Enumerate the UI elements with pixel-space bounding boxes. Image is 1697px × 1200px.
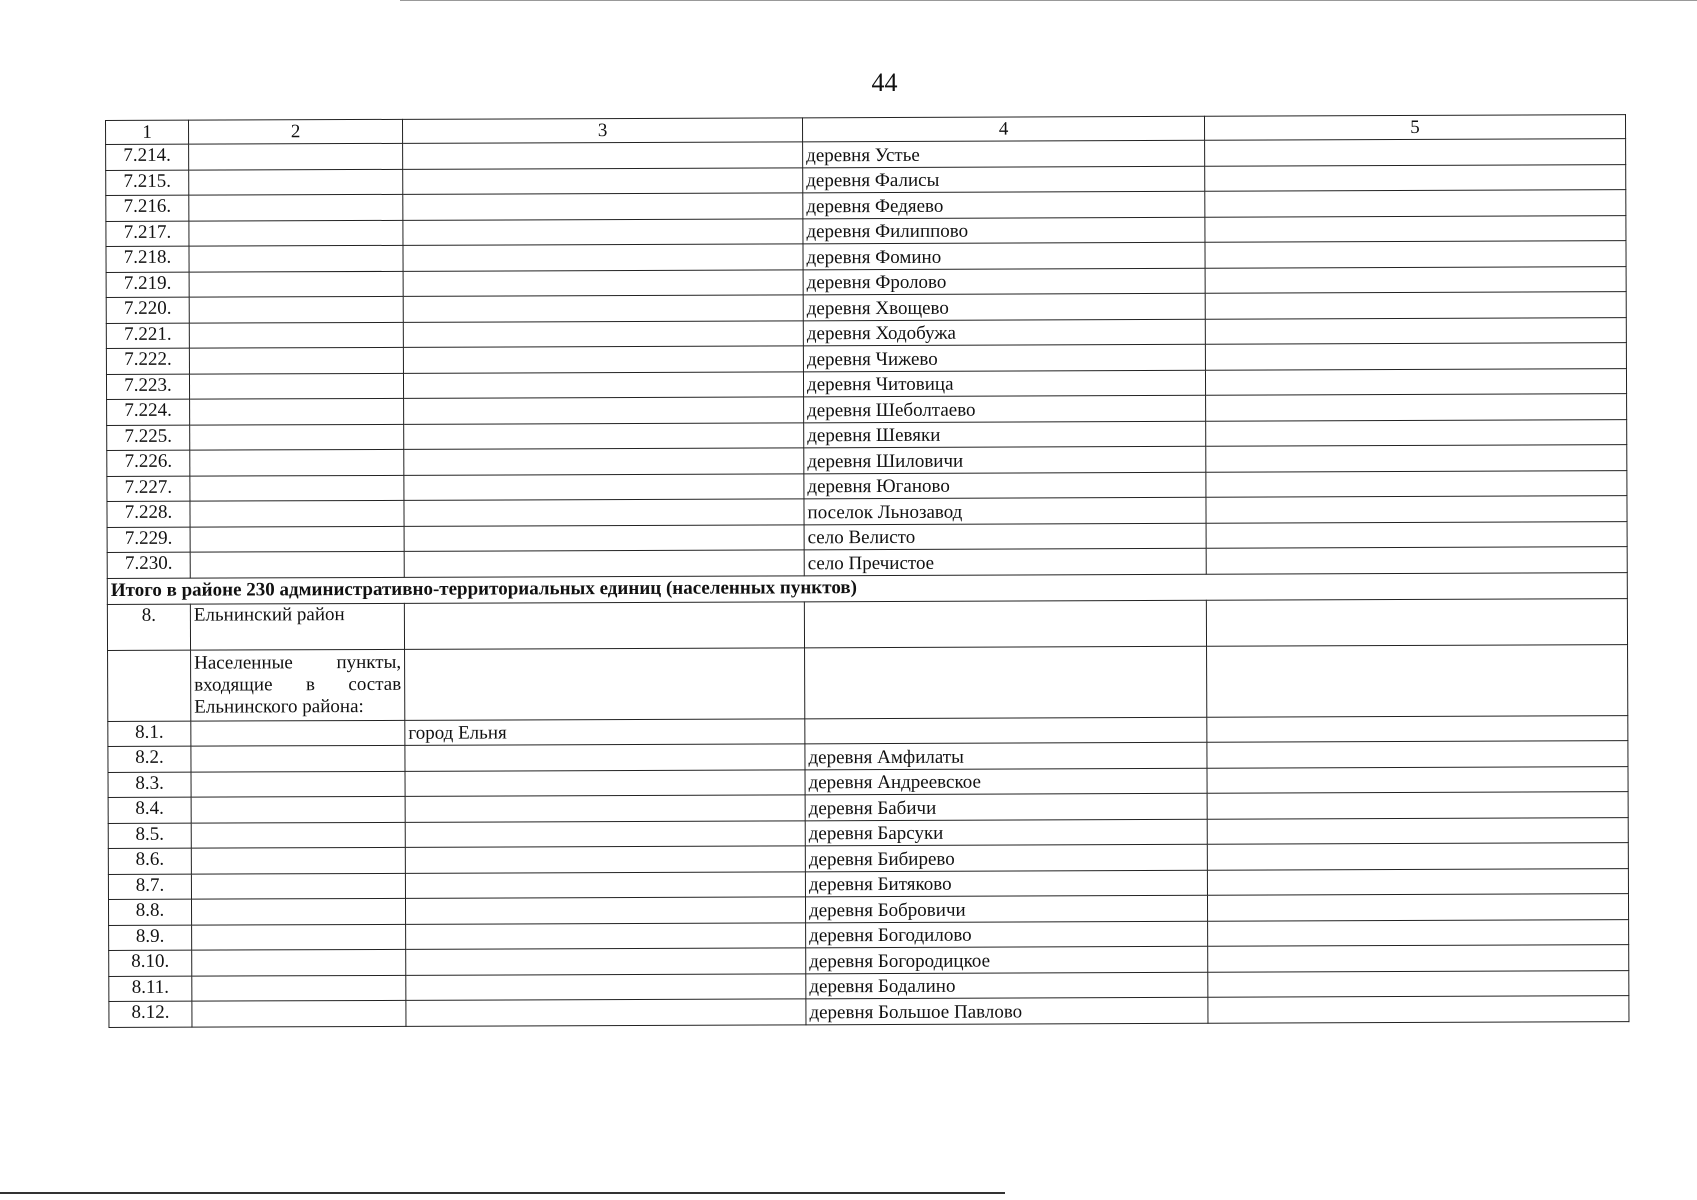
row-col3 xyxy=(403,167,803,194)
row-col5 xyxy=(1208,970,1629,997)
row-settlement: деревня Филиппово xyxy=(803,217,1205,244)
row-settlement: деревня Юганово xyxy=(804,472,1206,499)
row-settlement: деревня Хвощево xyxy=(803,293,1205,320)
district-col4 xyxy=(804,600,1206,648)
row-col5 xyxy=(1205,241,1626,268)
row-settlement: деревня Фомино xyxy=(803,242,1205,269)
row-col2 xyxy=(191,822,405,848)
row-col5 xyxy=(1207,843,1628,870)
description-col5 xyxy=(1207,644,1628,717)
row-settlement: деревня Бобровичи xyxy=(805,895,1207,922)
row-number: 8.11. xyxy=(109,976,192,1002)
row-settlement: село Пречистое xyxy=(804,548,1206,575)
row-col2 xyxy=(189,296,403,322)
row-col2 xyxy=(189,245,403,271)
row-col3 xyxy=(406,973,806,1000)
row-col3 xyxy=(403,295,803,322)
row-col5 xyxy=(1206,496,1627,523)
row-col5 xyxy=(1208,919,1629,946)
row-number: 8.4. xyxy=(108,797,191,823)
description-col1 xyxy=(108,650,191,721)
row-settlement: деревня Шеболтаево xyxy=(804,395,1206,422)
row-number: 7.230. xyxy=(107,552,190,578)
row-col3 xyxy=(405,820,805,847)
row-settlement: деревня Ходобужа xyxy=(803,319,1205,346)
row-col3 xyxy=(405,846,805,873)
row-settlement: деревня Богодилово xyxy=(806,921,1208,948)
row-number: 8.9. xyxy=(109,925,192,951)
row-settlement: деревня Шиловичи xyxy=(804,446,1206,473)
row-number: 7.221. xyxy=(106,323,189,349)
row-col5 xyxy=(1206,445,1627,472)
row-settlement: деревня Бибирево xyxy=(805,844,1207,871)
row-col5 xyxy=(1207,868,1628,895)
row-number: 7.224. xyxy=(107,399,190,425)
row-col3 xyxy=(404,499,804,526)
row-number: 7.227. xyxy=(107,476,190,502)
row-settlement: деревня Барсуки xyxy=(805,819,1207,846)
row-number: 7.219. xyxy=(106,272,189,298)
row-col3 xyxy=(404,473,804,500)
row-col3 xyxy=(406,948,806,975)
row-settlement: деревня Большое Павлово xyxy=(806,997,1208,1024)
row-col5 xyxy=(1206,521,1627,548)
row-settlement: деревня Федяево xyxy=(803,191,1205,218)
row-col2 xyxy=(192,1000,406,1026)
row-col3 xyxy=(405,871,805,898)
row-number: 7.229. xyxy=(107,527,190,553)
scan-edge-top xyxy=(400,0,1697,1)
row-number: 8.3. xyxy=(108,772,191,798)
header-cell-1: 1 xyxy=(106,120,189,144)
row-settlement: деревня Чижево xyxy=(803,344,1205,371)
district-description: Населенные пункты, входящие в состав Ельнинского района: xyxy=(191,649,405,721)
row-col5 xyxy=(1206,470,1627,497)
row-number: 7.226. xyxy=(107,450,190,476)
row-col2 xyxy=(191,720,405,746)
row-col2 xyxy=(189,373,403,399)
row-col2 xyxy=(190,449,404,475)
district-number: 8. xyxy=(107,604,190,650)
row-col5 xyxy=(1207,766,1628,793)
row-col3 xyxy=(404,448,804,475)
row-col3 xyxy=(403,371,803,398)
description-col3 xyxy=(405,647,805,720)
row-col2 xyxy=(192,949,406,975)
row-col2 xyxy=(190,424,404,450)
row-number: 7.216. xyxy=(106,195,189,221)
row-col3 xyxy=(403,269,803,296)
row-settlement: деревня Бабичи xyxy=(805,793,1207,820)
row-col2 xyxy=(190,475,404,501)
row-number: 7.218. xyxy=(106,246,189,272)
row-settlement: село Велисто xyxy=(804,523,1206,550)
header-cell-3: 3 xyxy=(402,118,802,144)
row-number: 7.217. xyxy=(106,221,189,247)
district-col3 xyxy=(404,601,804,649)
row-col3 xyxy=(405,769,805,796)
row-col2 xyxy=(191,745,405,771)
row-number: 7.214. xyxy=(106,144,189,170)
row-number: 8.8. xyxy=(108,899,191,925)
row-col5 xyxy=(1207,792,1628,819)
row-col2 xyxy=(189,169,403,195)
row-col5 xyxy=(1205,343,1626,370)
header-cell-5: 5 xyxy=(1204,115,1625,141)
row-number: 7.220. xyxy=(106,297,189,323)
row-col5 xyxy=(1207,741,1628,768)
row-col3 xyxy=(403,244,803,271)
row-col3 xyxy=(403,218,803,245)
row-col3 xyxy=(405,795,805,822)
row-col2 xyxy=(192,975,406,1001)
row-col3 xyxy=(404,550,804,577)
row-col5 xyxy=(1206,547,1627,574)
row-col2 xyxy=(189,271,403,297)
row-col3 xyxy=(406,999,806,1026)
table-row xyxy=(109,996,1629,1027)
row-col2 xyxy=(191,898,405,924)
row-col5 xyxy=(1208,945,1629,972)
row-settlement: деревня Андреевское xyxy=(805,768,1207,795)
row-number: 7.222. xyxy=(106,348,189,374)
row-col2 xyxy=(190,500,404,526)
header-cell-4: 4 xyxy=(802,116,1204,142)
row-number: 8.12. xyxy=(109,1001,192,1027)
row-col3 xyxy=(404,422,804,449)
row-col2 xyxy=(191,771,405,797)
row-col2 xyxy=(190,551,404,577)
row-col3 xyxy=(404,397,804,424)
row-col3 xyxy=(404,524,804,551)
row-col2 xyxy=(189,143,403,169)
district-row xyxy=(107,598,1627,650)
row-col5 xyxy=(1205,164,1626,191)
row-number: 7.228. xyxy=(107,501,190,527)
row-number: 8.2. xyxy=(108,746,191,772)
row-col5 xyxy=(1206,419,1627,446)
row-col3 xyxy=(403,346,803,373)
row-col5 xyxy=(1205,292,1626,319)
district-col5 xyxy=(1206,598,1627,646)
row-number: 7.225. xyxy=(107,425,190,451)
row-settlement: деревня Фролово xyxy=(803,268,1205,295)
row-col2 xyxy=(189,322,403,348)
row-number: 8.7. xyxy=(108,874,191,900)
row-number: 8.6. xyxy=(108,848,191,874)
row-col5 xyxy=(1205,190,1626,217)
row-col2 xyxy=(189,194,403,220)
row-col5 xyxy=(1205,266,1626,293)
header-cell-2: 2 xyxy=(189,119,403,144)
row-settlement: деревня Битяково xyxy=(805,870,1207,897)
description-col4 xyxy=(805,646,1207,719)
scan-edge-bottom xyxy=(0,1192,1005,1194)
row-settlement: деревня Амфилаты xyxy=(805,742,1207,769)
district-name: Ельнинский район xyxy=(190,603,404,650)
row-settlement: деревня Бодалино xyxy=(806,972,1208,999)
row-col2 xyxy=(191,796,405,822)
row-col3 xyxy=(406,922,806,949)
row-settlement xyxy=(805,717,1207,744)
row-number: 8.5. xyxy=(108,823,191,849)
row-col5 xyxy=(1205,317,1626,344)
row-col5 xyxy=(1205,368,1626,395)
settlements-table xyxy=(105,114,1629,1027)
row-col2 xyxy=(189,220,403,246)
row-col5 xyxy=(1208,996,1629,1023)
row-col5 xyxy=(1207,894,1628,921)
row-settlement: деревня Устье xyxy=(803,140,1205,167)
row-col2 xyxy=(191,847,405,873)
settlements-table-wrapper xyxy=(105,114,1629,1027)
row-settlement: деревня Читовица xyxy=(803,370,1205,397)
row-number: 7.215. xyxy=(106,170,189,196)
row-settlement: деревня Фалисы xyxy=(803,166,1205,193)
row-col3 xyxy=(405,897,805,924)
row-col3 xyxy=(403,193,803,220)
row-col2 xyxy=(189,347,403,373)
row-number: 7.223. xyxy=(106,374,189,400)
total-row-text: Итого в районе 230 административно-территориальных единиц (населенных пунктов) xyxy=(107,572,1627,604)
row-col3 xyxy=(403,320,803,347)
row-number: 8.1. xyxy=(108,721,191,747)
row-col2 xyxy=(192,924,406,950)
row-col5 xyxy=(1207,817,1628,844)
row-settlement: деревня Шевяки xyxy=(804,421,1206,448)
row-col5 xyxy=(1205,139,1626,166)
row-settlement: деревня Богородицкое xyxy=(806,946,1208,973)
district-description-row xyxy=(108,644,1628,721)
row-col3: город Ельня xyxy=(405,718,805,745)
row-col2 xyxy=(190,526,404,552)
row-col3 xyxy=(405,744,805,771)
page-number: 44 xyxy=(871,68,898,97)
row-col3 xyxy=(403,142,803,169)
row-col5 xyxy=(1207,715,1628,742)
row-settlement: поселок Льнозавод xyxy=(804,497,1206,524)
row-col5 xyxy=(1205,215,1626,242)
row-col2 xyxy=(191,873,405,899)
row-number: 8.10. xyxy=(109,950,192,976)
row-col5 xyxy=(1206,394,1627,421)
row-col2 xyxy=(190,398,404,424)
